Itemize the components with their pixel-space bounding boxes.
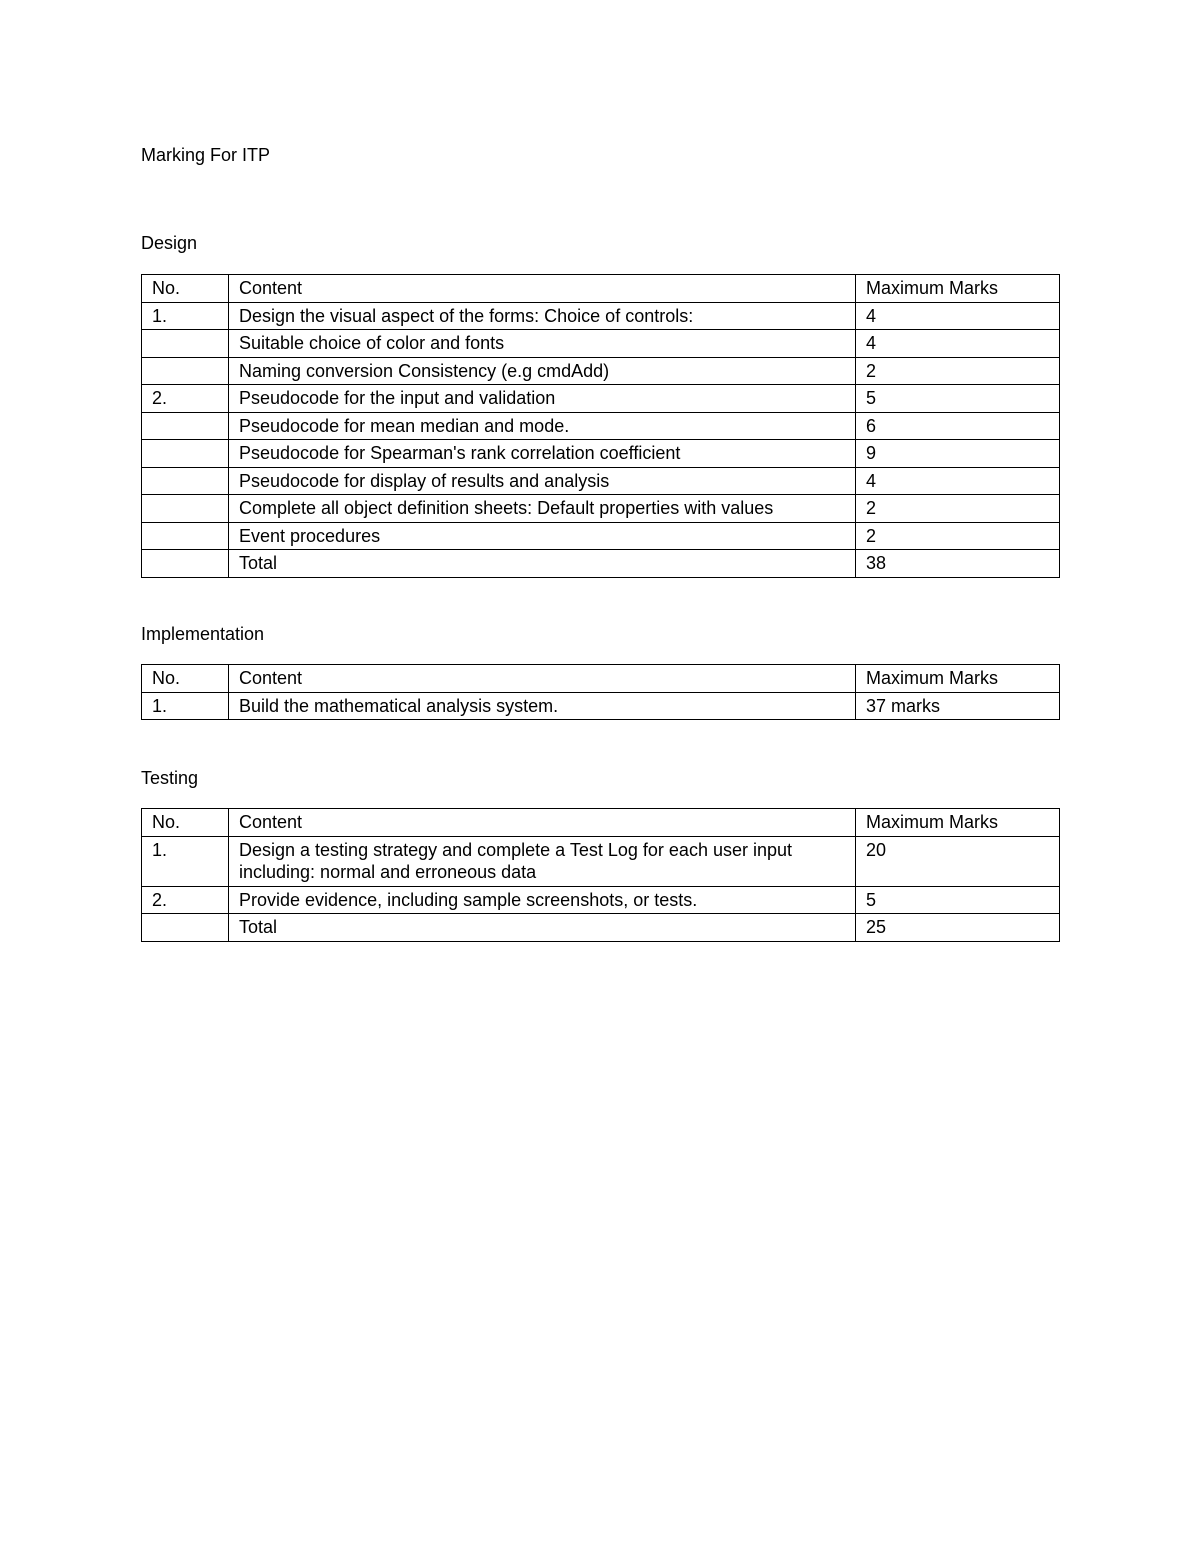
- row-marks: 38: [856, 550, 1060, 578]
- row-no: [142, 522, 229, 550]
- row-marks: 25: [856, 914, 1060, 942]
- row-no: 1.: [142, 692, 229, 720]
- section-heading-implementation: Implementation: [141, 624, 265, 644]
- row-marks: 2: [856, 522, 1060, 550]
- table-row: [142, 385, 1060, 413]
- row-no: [142, 357, 229, 385]
- row-no: [142, 495, 229, 523]
- row-content: Naming conversion Consistency (e.g cmdAdd): [229, 357, 856, 385]
- header-content: Content: [229, 809, 856, 837]
- row-no: 2.: [142, 886, 229, 914]
- row-marks: 37 marks: [856, 692, 1060, 720]
- table-row-total: [142, 550, 1060, 578]
- header-no: No.: [142, 275, 229, 303]
- table-row: [142, 357, 1060, 385]
- row-content: Total: [229, 550, 856, 578]
- header-maximum-marks: Maximum Marks: [856, 665, 1060, 693]
- row-content: Build the mathematical analysis system.: [229, 692, 856, 720]
- header-content: Content: [229, 275, 856, 303]
- row-content: Provide evidence, including sample screenshots, or tests.: [229, 886, 856, 914]
- design-marks-table: [141, 274, 1060, 578]
- implementation-marks-table: [141, 664, 1060, 720]
- table-row-total: [142, 914, 1060, 942]
- header-content: Content: [229, 665, 856, 693]
- table-header-row: [142, 275, 1060, 303]
- row-content: Total: [229, 914, 856, 942]
- table-row: [142, 886, 1060, 914]
- table-row: [142, 522, 1060, 550]
- table-header-row: [142, 809, 1060, 837]
- row-content: Design the visual aspect of the forms: Choice of controls:: [229, 302, 856, 330]
- row-no: 1.: [142, 836, 229, 886]
- row-content: Design a testing strategy and complete a Test Log for each user input including: normal and erroneous data: [229, 836, 856, 886]
- row-marks: 2: [856, 357, 1060, 385]
- table-row: [142, 302, 1060, 330]
- row-content: Suitable choice of color and fonts: [229, 330, 856, 358]
- row-marks: 4: [856, 467, 1060, 495]
- row-marks: 2: [856, 495, 1060, 523]
- row-content: Complete all object definition sheets: Default properties with values: [229, 495, 856, 523]
- header-no: No.: [142, 809, 229, 837]
- row-content: Pseudocode for mean median and mode.: [229, 412, 856, 440]
- row-marks: 4: [856, 302, 1060, 330]
- row-no: [142, 467, 229, 495]
- header-maximum-marks: Maximum Marks: [856, 275, 1060, 303]
- row-content: Pseudocode for Spearman's rank correlation coefficient: [229, 440, 856, 468]
- row-marks: 6: [856, 412, 1060, 440]
- table-header-row: [142, 665, 1060, 693]
- document-title: Marking For ITP: [141, 145, 271, 165]
- row-marks: 9: [856, 440, 1060, 468]
- row-content: Pseudocode for the input and validation: [229, 385, 856, 413]
- row-marks: 5: [856, 886, 1060, 914]
- row-content: Pseudocode for display of results and analysis: [229, 467, 856, 495]
- row-no: [142, 440, 229, 468]
- testing-marks-table: [141, 808, 1060, 942]
- row-no: [142, 412, 229, 440]
- table-row: [142, 836, 1060, 886]
- table-row: [142, 330, 1060, 358]
- row-no: 2.: [142, 385, 229, 413]
- table-row: [142, 467, 1060, 495]
- header-no: No.: [142, 665, 229, 693]
- table-row: [142, 412, 1060, 440]
- row-no: [142, 330, 229, 358]
- row-content: Event procedures: [229, 522, 856, 550]
- table-row: [142, 440, 1060, 468]
- table-row: [142, 692, 1060, 720]
- row-marks: 5: [856, 385, 1060, 413]
- row-marks: 20: [856, 836, 1060, 886]
- section-heading-design: Design: [141, 233, 198, 253]
- header-maximum-marks: Maximum Marks: [856, 809, 1060, 837]
- row-no: [142, 914, 229, 942]
- table-row: [142, 495, 1060, 523]
- row-marks: 4: [856, 330, 1060, 358]
- row-no: [142, 550, 229, 578]
- section-heading-testing: Testing: [141, 768, 199, 788]
- row-no: 1.: [142, 302, 229, 330]
